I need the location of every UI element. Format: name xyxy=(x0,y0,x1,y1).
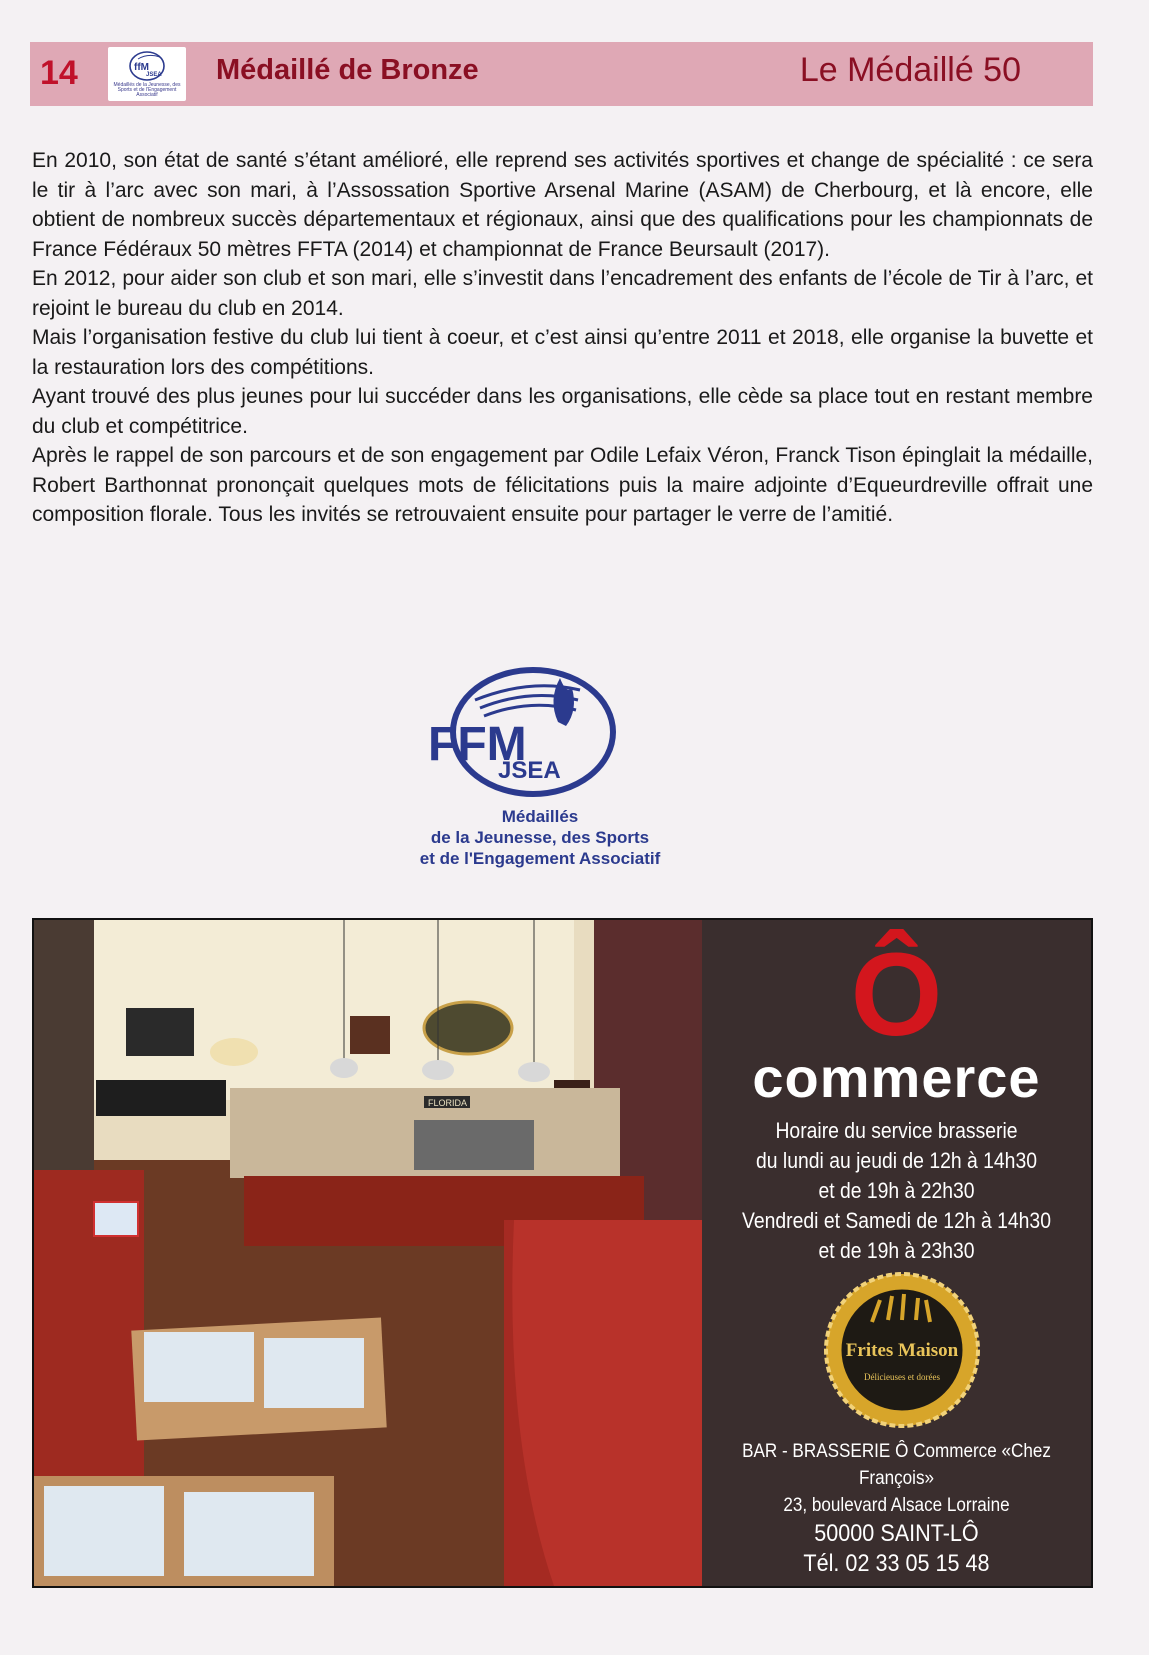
badge-title: Frites Maison xyxy=(845,1340,959,1361)
brasserie-interior-photo xyxy=(34,920,702,1586)
logo-mark-top: FFM xyxy=(428,718,527,771)
article-paragraph: Après le rappel de son parcours et de son engagement par Odile Lefaix Véron, Franck Tison épinglait la médaille, Robert Barthonnat prononçait quelques mots de félicitations puis la maire adjointe d’Equeurdreville offrait une composition florale. Tous les invités se retrouvaient ensuite pour partager le verre de l’amitié. xyxy=(32,444,1093,526)
address-line: BAR - BRASSERIE Ô Commerce «Chez François» xyxy=(742,1441,1051,1489)
logo-caption-line: et de l'Engagement Associatif xyxy=(419,849,661,868)
ffmjsea-mini-logo-icon xyxy=(108,47,186,83)
hours-line: et de 19h à 23h30 xyxy=(818,1238,975,1263)
hours-line: Vendredi et Samedi de 12h à 14h30 xyxy=(742,1208,1051,1233)
hours-line: et de 19h à 22h30 xyxy=(818,1178,975,1203)
header-logo xyxy=(108,47,186,101)
publication-title: Le Médaillé 50 xyxy=(799,51,1021,89)
phone-number: Tél. 02 33 05 15 48 xyxy=(803,1550,990,1577)
brand-symbol: Ô xyxy=(850,929,943,1061)
badge-subtitle: Délicieuses et dorées xyxy=(864,1372,940,1382)
brasserie-address xyxy=(721,1438,1071,1579)
address-city: 50000 SAINT-LÔ xyxy=(814,1520,979,1547)
logo-caption-line: Médaillés xyxy=(501,807,579,826)
hours-title: Horaire du service brasserie xyxy=(775,1118,1018,1143)
address-line: 23, boulevard Alsace Lorraine xyxy=(783,1495,1010,1516)
logo-caption-line: de la Jeunesse, des Sports xyxy=(430,828,650,847)
frites-maison-badge xyxy=(822,1270,982,1430)
article-paragraph: En 2010, son état de santé s’étant amélioré, elle reprend ses activités sportives et change de spécialité : ce sera le tir à l’arc avec son mari, à l’Assossation Sportive Arsenal Marine (ASAM) de Cherbourg, et là encore, elle obtient de nombreux succès départementaux et régionaux, ainsi que des qualifications pour les championnats de France Fédéraux 50 mètres FFTA (2014) et championnat de France Beursault (2017). xyxy=(32,149,1093,261)
brasserie-advertisement xyxy=(32,918,1093,1588)
section-title: Médaillé de Bronze xyxy=(216,54,479,86)
svg-text:ffM: ffM xyxy=(134,62,149,73)
article-paragraph: Mais l’organisation festive du club lui tient à coeur, et c’est ainsi qu’entre 2011 et 2018, elle organise la buvette et la restauration lors des compétitions. xyxy=(32,326,1093,379)
opening-hours xyxy=(725,1116,1067,1266)
header-logo-caption: Médaillés de la Jeunesse, des Sports et de l'Engagement Associatif xyxy=(113,82,181,98)
article-paragraph: En 2012, pour aider son club et son mari, elle s’investit dans l’encadrement des enfants de l’école de Tir à l’arc, et rejoint le bureau du club en 2014. xyxy=(32,267,1093,320)
svg-text:JSEA: JSEA xyxy=(146,72,162,78)
photo-sign: FLORIDA xyxy=(428,1098,468,1108)
page-number: 14 xyxy=(40,54,78,92)
brasserie-info-panel xyxy=(702,920,1091,1586)
article-body xyxy=(32,146,1093,530)
hours-line: du lundi au jeudi de 12h à 14h30 xyxy=(756,1148,1037,1173)
article-paragraph: Ayant trouvé des plus jeunes pour lui succéder dans les organisations, elle cède sa place tout en restant membre du club et compétitrice. xyxy=(32,385,1093,438)
brand-name: commerce xyxy=(752,1046,1041,1109)
logo-mark-bottom: JSEA xyxy=(498,757,561,784)
page-header xyxy=(30,42,1093,106)
logo-caption xyxy=(340,806,740,869)
